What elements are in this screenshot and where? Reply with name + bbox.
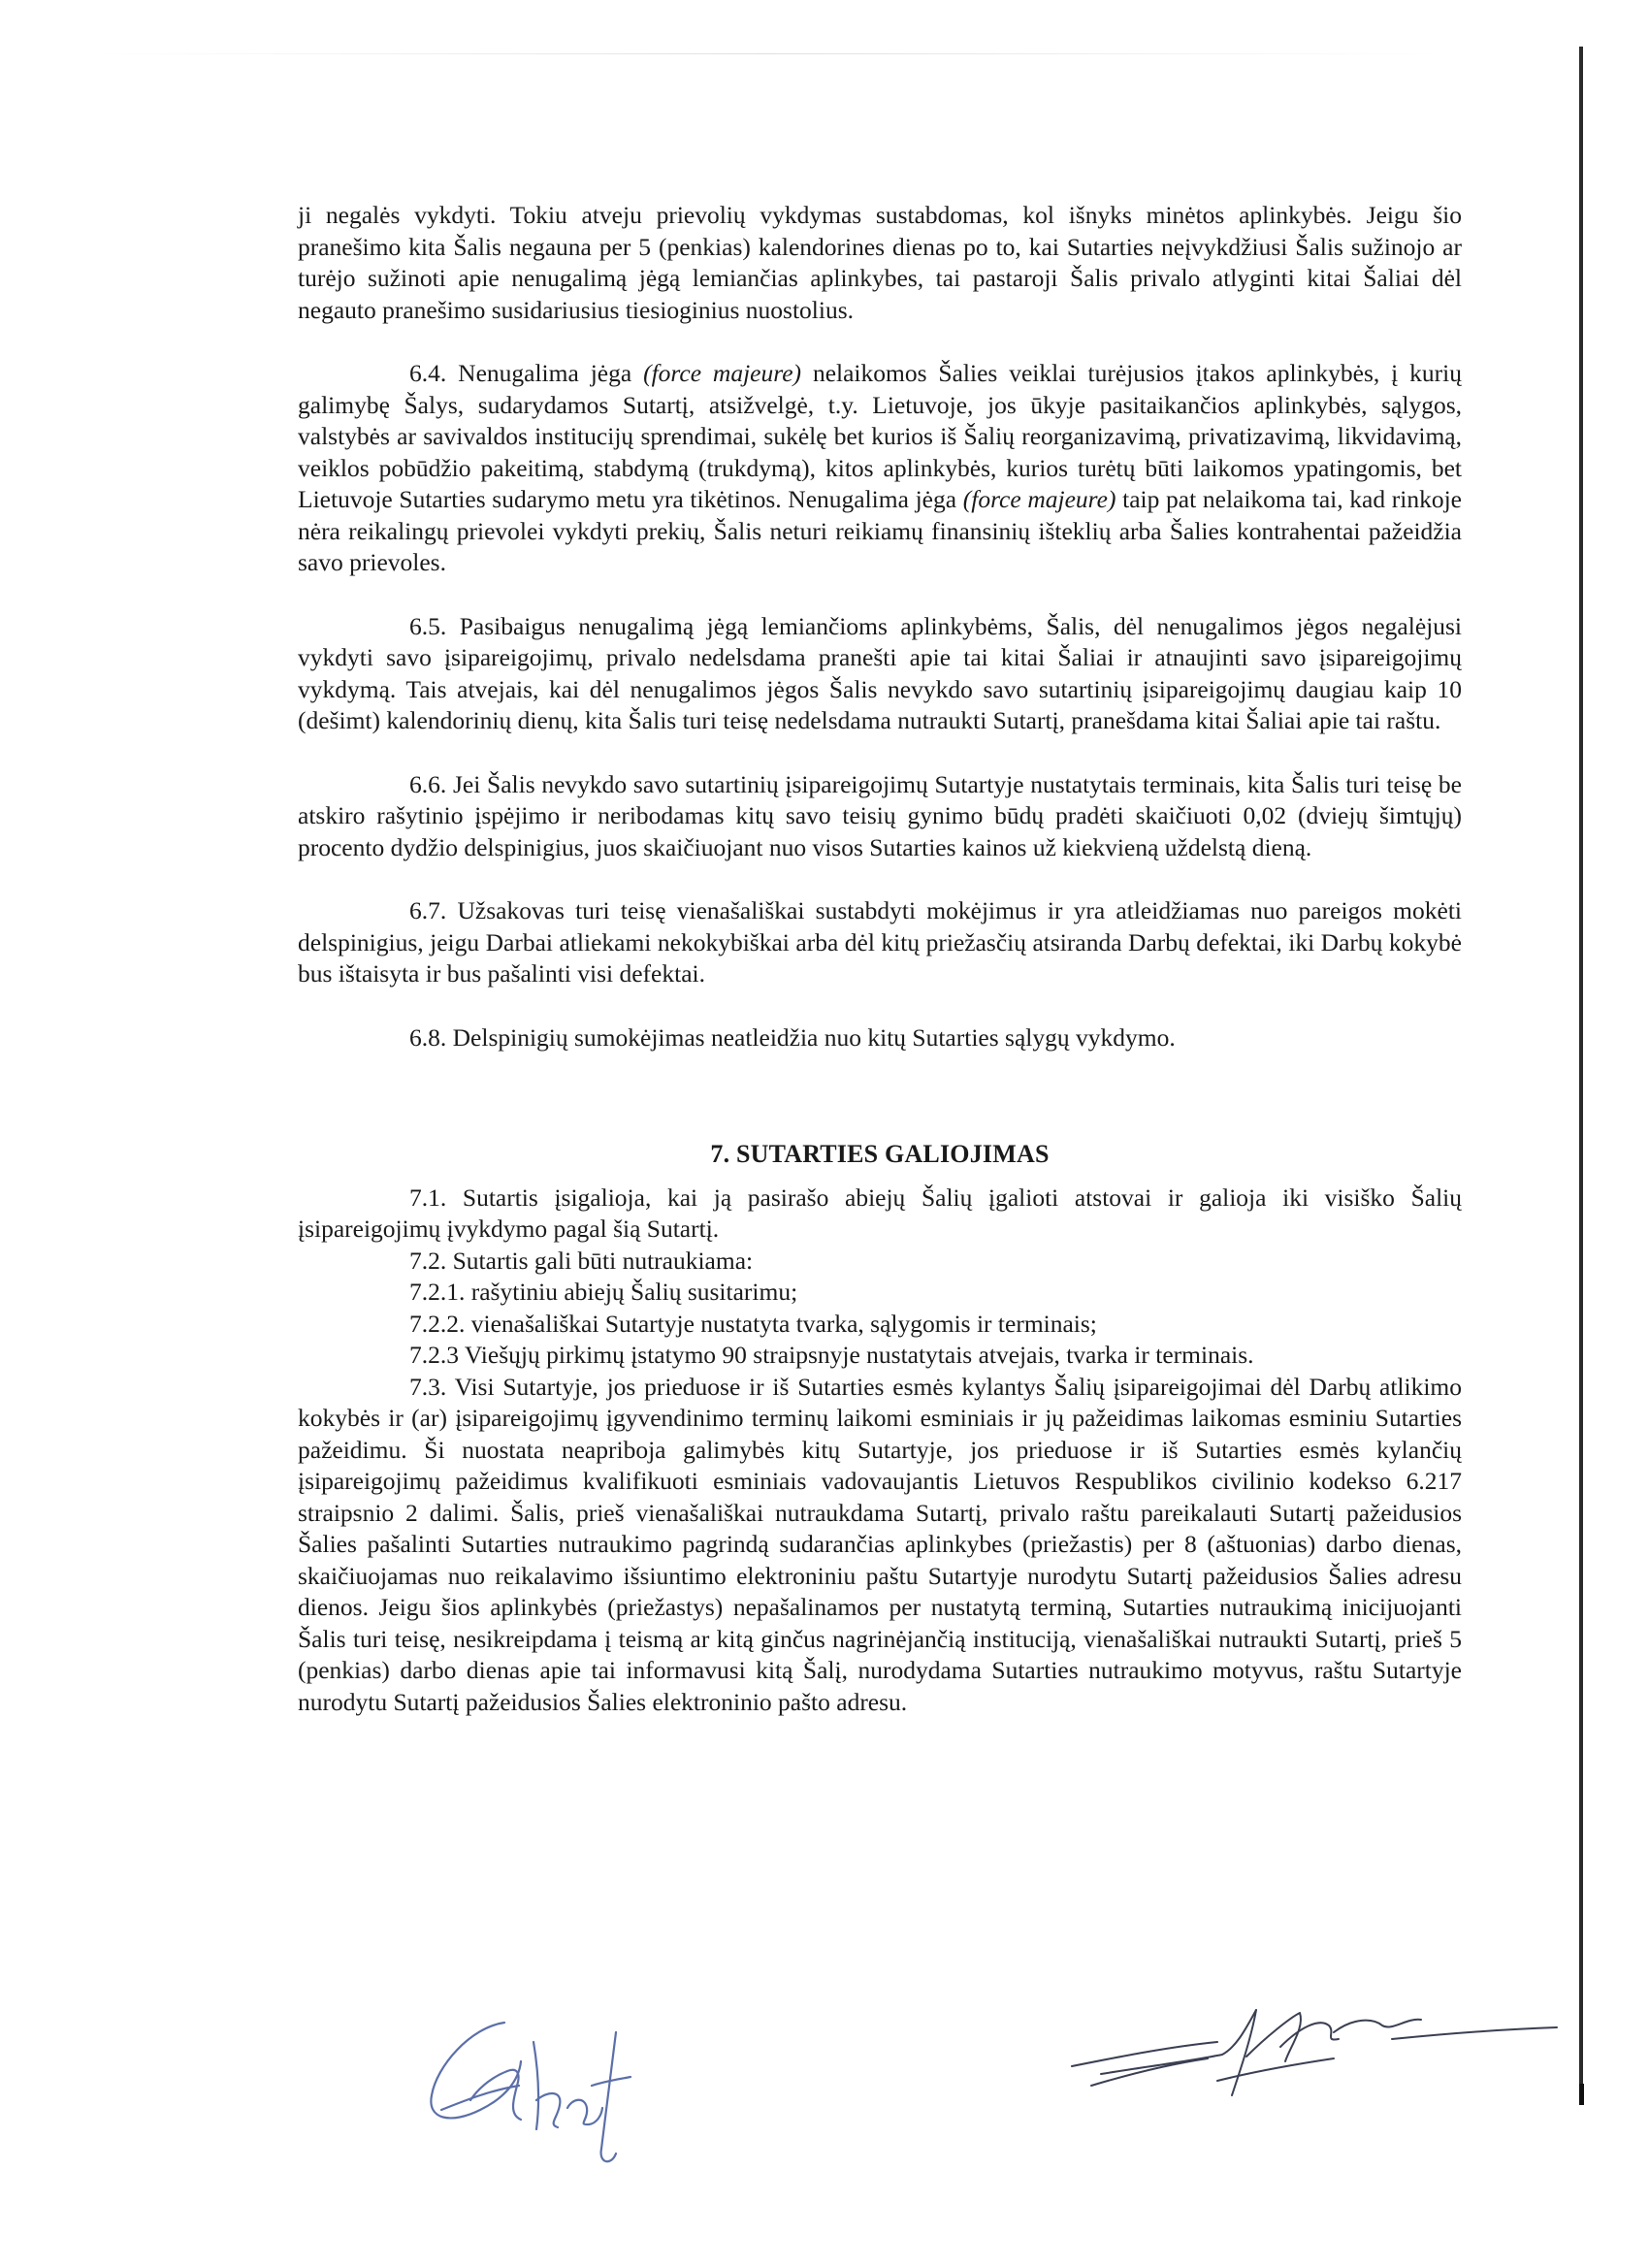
- scan-right-edge: [1579, 47, 1583, 2103]
- paragraph-6-5: 6.5. Pasibaigus nenugalimą jėgą lemiančioms aplinkybėms, Šalis, dėl nenugalimos jėgos negalėjusi vykdyti savo įsipareigojimų, privalo nedelsdama pranešti apie tai kitai Šaliai ir atnaujinti savo įsipareigojimų vykdymą. Tais atvejais, kai dėl nenugalimos jėgos Šalis nevykdo savo sutartinių įsipareigojimų daugiau kaip 10 (dešimt) kalendorinių dienų, kita Šalis turi teisę nedelsdama nutraukti Sutartį, pranešdama kitai Šaliai apie tai raštu.: [298, 611, 1462, 734]
- paragraph-7-2-2: 7.2.2. vienašališkai Sutartyje nustatyta tvarka, sąlygomis ir terminais;: [409, 1309, 1097, 1338]
- scan-top-edge: [87, 53, 1445, 54]
- paragraph-6-4: [298, 358, 1462, 579]
- scan-right-edge-mark: [1579, 2084, 1584, 2105]
- section-7-heading: 7. SUTARTIES GALIOJIMAS: [710, 1140, 1050, 1168]
- paragraph-7-2: 7.2. Sutartis gali būti nutraukiama:: [409, 1246, 754, 1275]
- document-body: [298, 200, 1462, 1718]
- paragraph-6-4-text-1: 6.4. Nenugalima jėga: [409, 359, 644, 387]
- force-majeure-term: (force majeure): [643, 359, 802, 387]
- signature-left: [412, 1993, 703, 2168]
- paragraph-6-3-continued: ji negalės vykdyti. Tokiu atveju prievolių vykdymas sustabdomas, kol išnyks minėtos aplinkybės. Jeigu šio pranešimo kita Šalis negauna per 5 (penkias) kalendorines dienas po to, kai Sutarties neįvykdžiusi Šalis sužinojo ar turėjo sužinoti apie nenugalimą jėgą lemiančias aplinkybes, tai pastaroji Šalis privalo atlyginti kitai Šaliai dėl negauto pranešimo susidariusius tiesioginius nuostolius.: [298, 201, 1462, 324]
- paragraph-7-1: 7.1. Sutartis įsigalioja, kai ją pasirašo abiejų Šalių įgalioti atstovai ir galioja iki visiško Šalių įsipareigojimų įvykdymo pagal šią Sutartį.: [298, 1183, 1462, 1243]
- paragraph-6-4-text-2: nelaikomos Šalies veiklai turėjusios įtakos aplinkybės, į kurių galimybę Šalys, sudarydamos Sutartį, atsižvelgė, t.y. Lietuvoje, jos ūkyje pasitaikančios aplinkybės, sąlygos, valstybės ar savivaldos institucijų sprendimai, sukėlę bet kurios iš Šalių reorganizavimą, privatizavimą, likvidavimą, veiklos pobūdžio pakeitimą, stabdymą (trukdymą), kitos aplinkybės, kurios turėtų būti laikomos ypatingomis, bet Lietuvoje Sutarties sudarymo metu yra tikėtinos. Nenugalima jėga: [298, 359, 1462, 513]
- paragraph-6-4-text-3: taip pat nelaikoma tai, kad rinkoje nėra reikalingų prievolei vykdyti prekių, Šalis neturi reikiamų finansinių išteklių arba Šalies kontrahentai pažeidžia savo prievoles.: [298, 485, 1463, 576]
- paragraph-6-7: 6.7. Užsakovas turi teisę vienašališkai sustabdyti mokėjimus ir yra atleidžiamas nuo pareigos mokėti delspinigius, jeigu Darbai atliekami nekokybiškai arba dėl kitų priežasčių atsiranda Darbų defektai, iki Darbų kokybė bus ištaisyta ir bus pašalinti visi defektai.: [298, 896, 1462, 988]
- paragraph-6-8: 6.8. Delspinigių sumokėjimas neatleidžia nuo kitų Sutarties sąlygų vykdymo.: [409, 1022, 1176, 1052]
- signature-right: [1062, 1989, 1567, 2134]
- paragraph-7-2-3: 7.2.3 Viešųjų pirkimų įstatymo 90 straipsnyje nustatytais atvejais, tvarka ir terminais.: [409, 1341, 1254, 1369]
- force-majeure-term: (force majeure): [962, 485, 1116, 513]
- paragraph-7-3: 7.3. Visi Sutartyje, jos prieduose ir iš Sutarties esmės kylantys Šalių įsipareigojimai dėl Darbų atlikimo kokybės ir (ar) įsipareigojimų įgyvendinimo terminų laikomi esminiais ir jų pažeidimas laikomas esminiu Sutarties pažeidimu. Ši nuostata neapriboja galimybės kitų Sutartyje, jos prieduose ir iš Sutarties esmės kylančių įsipareigojimų pažeidimus kvalifikuoti esminiais vadovaujantis Lietuvos Respublikos civilinio kodekso 6.217 straipsnio 2 dalimi. Šalis, prieš vienašališkai nutraukdama Sutartį, privalo raštu pareikalauti Sutartį pažeidusios Šalies pašalinti Sutarties nutraukimo pagrindą sudarančias aplinkybes (priežastis) per 8 (aštuonias) darbo dienas, skaičiuojamas nuo reikalavimo išsiuntimo elektroniniu paštu Sutartyje nurodytu Sutartį pažeidusios Šalies adresu dienos. Jeigu šios aplinkybės (priežastys) nepašalinamos per nustatytą terminą, Sutarties nutraukimą inicijuojanti Šalis turi teisę, nesikreipdama į teismą ar kitą ginčus nagrinėjančią instituciją, vienašališkai nutraukti Sutartį, prieš 5 (penkias) darbo dienas apie tai informavusi kitą Šalį, nurodydama Sutarties nutraukimo motyvus, raštu Sutartyje nurodytu Sutartį pažeidusios Šalies elektroninio pašto adresu.: [298, 1372, 1462, 1716]
- paragraph-6-6: 6.6. Jei Šalis nevykdo savo sutartinių įsipareigojimų Sutartyje nustatytais terminais, kita Šalis turi teisę be atskiro rašytinio įspėjimo ir neribodamas kitų savo teisių gynimo būdų pradėti skaičiuoti 0,02 (dviejų šimtųjų) procento dydžio delspinigius, juos skaičiuojant nuo visos Sutarties kainos už kiekvieną uždelstą dieną.: [298, 769, 1462, 861]
- paragraph-7-2-1: 7.2.1. rašytiniu abiejų Šalių susitarimu;: [409, 1278, 798, 1306]
